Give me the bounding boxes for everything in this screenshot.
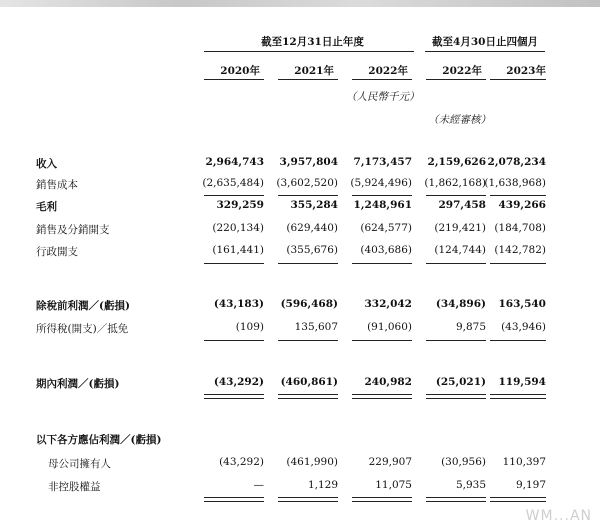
row-label: 銷售及分銷開支 <box>36 224 110 236</box>
cell: (184,708) <box>494 222 546 234</box>
cell: (3,602,520) <box>276 177 338 189</box>
row-label: 銷售成本 <box>36 179 78 191</box>
year-2022: 2022年 <box>368 65 408 77</box>
cell: 9,875 <box>455 321 486 333</box>
cell: (109) <box>235 321 264 333</box>
cell: (124,744) <box>434 244 486 256</box>
currency-unit-note: （人民幣千元） <box>346 91 420 103</box>
row-profit-for-period <box>0 376 600 392</box>
row-selling-distribution-expenses <box>0 222 600 238</box>
cell: 2,964,743 <box>205 156 264 168</box>
group-header-rule <box>204 51 414 52</box>
unaudited-note: （未經審核） <box>428 114 491 126</box>
subtotal-rule <box>490 195 546 196</box>
total-double-rule <box>204 497 264 502</box>
subtotal-rule <box>426 340 486 341</box>
row-attributable-heading <box>0 432 600 448</box>
year-rule <box>204 79 264 80</box>
total-double-rule <box>490 497 546 502</box>
subtotal-rule <box>352 195 412 196</box>
year-2023-interim: 2023年 <box>506 65 546 77</box>
cell: 439,266 <box>498 199 546 211</box>
subtotal-rule <box>426 263 486 264</box>
subtotal-rule <box>278 340 338 341</box>
cell: 229,907 <box>368 456 412 468</box>
year-rule <box>426 79 486 80</box>
row-label: 期內利潤／(虧損) <box>36 378 120 390</box>
cell: (596,468) <box>280 298 338 310</box>
subtotal-rule <box>352 263 412 264</box>
cell: (5,924,496) <box>350 177 412 189</box>
cell: 135,607 <box>294 321 338 333</box>
cell: 355,284 <box>290 199 338 211</box>
cell: 119,594 <box>498 376 546 388</box>
subtotal-rule <box>278 263 338 264</box>
top-cropped-text-strip <box>0 0 600 7</box>
cell: 332,042 <box>364 298 412 310</box>
subtotal-rule <box>490 340 546 341</box>
row-administrative-expenses <box>0 244 600 260</box>
cell: (161,441) <box>212 244 264 256</box>
cell: 240,982 <box>364 376 412 388</box>
cell: (624,577) <box>360 222 412 234</box>
row-label: 所得稅(開支)／抵免 <box>36 323 129 335</box>
cell: (43,183) <box>213 298 264 310</box>
total-double-rule <box>490 394 546 399</box>
row-non-controlling-interests <box>0 479 600 495</box>
row-gross-profit <box>0 199 600 215</box>
cell: (1,862,168) <box>424 177 486 189</box>
subtotal-rule <box>204 195 264 196</box>
subtotal-rule <box>204 263 264 264</box>
cell: 2,078,234 <box>487 156 546 168</box>
cell: (25,021) <box>435 376 486 388</box>
cell: 3,957,804 <box>279 156 338 168</box>
row-owners-of-parent <box>0 456 600 472</box>
subtotal-rule <box>278 195 338 196</box>
total-double-rule <box>426 497 486 502</box>
subtotal-rule <box>352 340 412 341</box>
cell: 7,173,457 <box>353 156 412 168</box>
cell: (460,861) <box>280 376 338 388</box>
cell: 5,935 <box>455 479 486 491</box>
row-label: 收入 <box>36 158 57 170</box>
cell: (355,676) <box>286 244 338 256</box>
cell: (34,896) <box>435 298 486 310</box>
subtotal-rule <box>204 340 264 341</box>
row-cost-of-sales <box>0 177 600 193</box>
total-double-rule <box>278 497 338 502</box>
cell: 163,540 <box>498 298 546 310</box>
cell: (43,292) <box>213 376 264 388</box>
cell: (629,440) <box>286 222 338 234</box>
cell: (461,990) <box>286 456 338 468</box>
row-label: 毛利 <box>36 201 57 213</box>
row-label: 除稅前利潤／(虧損) <box>36 300 130 312</box>
year-2021: 2021年 <box>294 65 334 77</box>
cell: (91,060) <box>367 321 412 333</box>
row-label: 行政開支 <box>36 246 78 258</box>
cell: 2,159,626 <box>427 156 486 168</box>
group-header-four-months: 截至4月30日止四個月 <box>432 36 538 48</box>
group-header-fiscal-year: 截至12月31日止年度 <box>261 36 364 48</box>
cell: (30,956) <box>441 456 486 468</box>
total-double-rule <box>352 394 412 399</box>
total-double-rule <box>278 394 338 399</box>
year-rule <box>490 79 546 80</box>
total-double-rule <box>426 394 486 399</box>
cell: (43,946) <box>501 321 546 333</box>
cell: (220,134) <box>212 222 264 234</box>
watermark: WM...AN <box>525 508 592 524</box>
total-double-rule <box>204 394 264 399</box>
cell: (219,421) <box>434 222 486 234</box>
cell: (142,782) <box>494 244 546 256</box>
cell: (43,292) <box>219 456 264 468</box>
cell: 11,075 <box>375 479 412 491</box>
row-profit-before-tax <box>0 298 600 314</box>
cell: (2,635,484) <box>202 177 264 189</box>
cell: 9,197 <box>515 479 546 491</box>
group-header-rule <box>425 51 545 52</box>
row-income-tax <box>0 321 600 337</box>
row-label: 非控股權益 <box>48 481 101 493</box>
subtotal-rule <box>426 195 486 196</box>
row-label: 母公司擁有人 <box>48 458 111 470</box>
row-revenue <box>0 156 600 172</box>
cell: (1,638,968) <box>484 177 546 189</box>
cell: 297,458 <box>438 199 486 211</box>
row-label: 以下各方應佔利潤／(虧損) <box>36 434 162 446</box>
cell: — <box>253 479 264 491</box>
year-2022-interim: 2022年 <box>442 65 482 77</box>
year-rule <box>278 79 338 80</box>
cell: 329,259 <box>216 199 264 211</box>
cell: 1,129 <box>307 479 338 491</box>
year-rule <box>352 79 412 80</box>
cell: 110,397 <box>502 456 546 468</box>
total-double-rule <box>352 497 412 502</box>
year-2020: 2020年 <box>220 65 260 77</box>
cell: 1,248,961 <box>353 199 412 211</box>
subtotal-rule <box>490 263 546 264</box>
cell: (403,686) <box>360 244 412 256</box>
